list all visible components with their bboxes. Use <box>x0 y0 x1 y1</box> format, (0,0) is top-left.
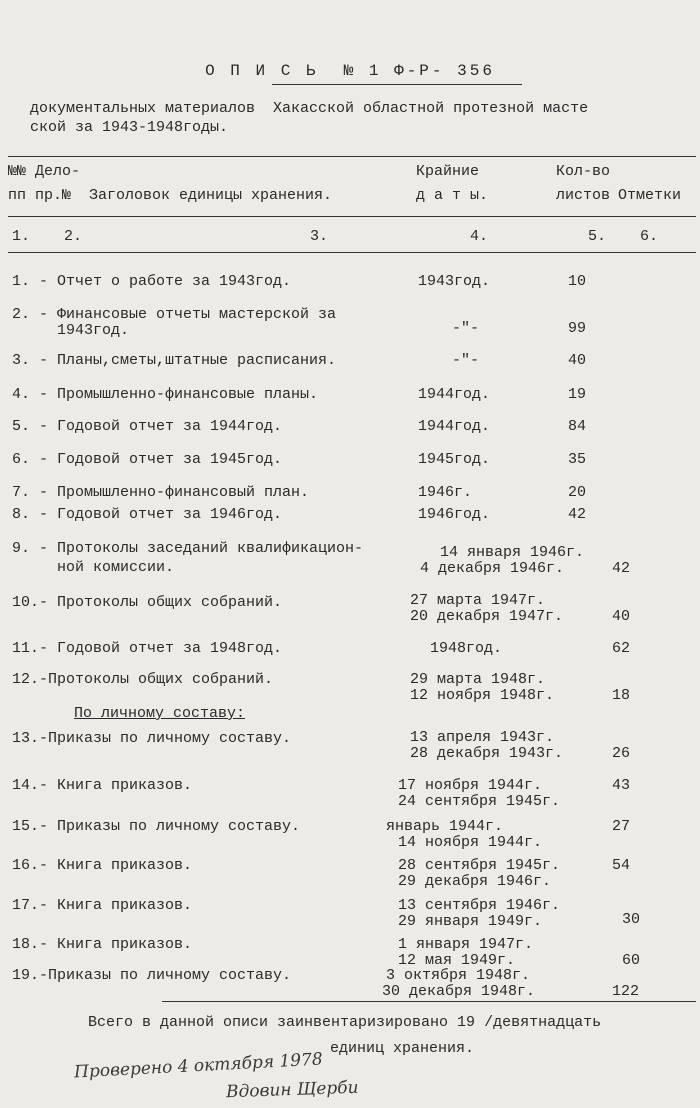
col-number-6: 6. <box>640 228 659 245</box>
row-title: 11.- Годовой отчет за 1948год. <box>12 640 283 657</box>
row-count: 84 <box>568 418 587 435</box>
row-date: 3 октября 1948г. <box>386 967 531 984</box>
row-title: 17.- Книга приказов. <box>12 897 193 914</box>
row-date: 29 марта 1948г. <box>410 671 546 688</box>
row-count: 62 <box>612 640 631 657</box>
section-heading: По личному составу: <box>74 705 246 722</box>
row-date: 13 сентября 1946г. <box>398 897 561 914</box>
row-title: 13.-Приказы по личному составу. <box>12 730 292 747</box>
row-date-end: 30 декабря 1948г. <box>382 983 536 1000</box>
col-header-dates-line1: Крайние <box>416 163 480 180</box>
row-title: 14.- Книга приказов. <box>12 777 193 794</box>
row-date-end: 20 декабря 1947г. <box>410 608 564 625</box>
row-title: 18.- Книга приказов. <box>12 936 193 953</box>
row-date: январь 1944г. <box>386 818 504 835</box>
row-count: 26 <box>612 745 631 762</box>
row-date-end: 4 декабря 1946г. <box>420 560 565 577</box>
row-date: -"- <box>452 352 480 369</box>
row-date: 1946г. <box>418 484 473 501</box>
handwritten-verification: Проверено 4 октября 1978 <box>73 1049 324 1083</box>
handwritten-signature: Вдовин Щерби <box>225 1077 359 1103</box>
row-count: 42 <box>612 560 631 577</box>
row-date: 1948год. <box>430 640 503 657</box>
row-title: 19.-Приказы по личному составу. <box>12 967 292 984</box>
row-date-end: 28 декабря 1943г. <box>410 745 564 762</box>
row-title: 2. - Финансовые отчеты мастерской за <box>12 306 337 323</box>
row-count: 30 <box>622 911 641 928</box>
header-mid-rule <box>8 216 696 217</box>
row-date-end: 14 ноября 1944г. <box>398 834 543 851</box>
col-header-no-line2: пп пр.№ Заголовок единицы хранения. <box>8 187 333 204</box>
row-count: 43 <box>612 777 631 794</box>
row-count: 10 <box>568 273 587 290</box>
row-count: 60 <box>622 952 641 969</box>
row-count: 122 <box>612 983 640 1000</box>
col-number-4: 4. <box>470 228 489 245</box>
row-date: 27 марта 1947г. <box>410 592 546 609</box>
row-title: 7. - Промышленно-финансовый план. <box>12 484 310 501</box>
row-title-cont: ной комиссии. <box>12 559 175 576</box>
title-underline <box>272 84 522 85</box>
col-header-notes: Отметки <box>618 187 682 204</box>
row-date: 1944год. <box>418 386 491 403</box>
row-date: 28 сентября 1945г. <box>398 857 561 874</box>
row-date: 13 апреля 1943г. <box>410 729 555 746</box>
row-date-end: 29 января 1949г. <box>398 913 543 930</box>
subtitle-line-2: ской за 1943-1948годы. <box>30 119 229 136</box>
row-count: 40 <box>612 608 631 625</box>
header-top-rule <box>8 156 696 157</box>
row-date-end: 12 мая 1949г. <box>398 952 516 969</box>
row-count: 40 <box>568 352 587 369</box>
row-title: 3. - Планы,сметы,штатные расписания. <box>12 352 337 369</box>
row-date-end: 29 декабря 1946г. <box>398 873 552 890</box>
footer-total-line2: единиц хранения. <box>330 1040 475 1057</box>
row-count: 99 <box>568 320 587 337</box>
col-header-count-line1: Кол-во <box>556 163 611 180</box>
footer-rule <box>162 1001 696 1002</box>
row-date-end: 24 сентября 1945г. <box>398 793 561 810</box>
col-header-no-line1: №№ Дело- <box>8 163 81 180</box>
row-title: 1. - Отчет о работе за 1943год. <box>12 273 292 290</box>
row-title: 8. - Годовой отчет за 1946год. <box>12 506 283 523</box>
row-title: 6. - Годовой отчет за 1945год. <box>12 451 283 468</box>
row-count: 54 <box>612 857 631 874</box>
col-number-5: 5. <box>588 228 607 245</box>
row-date: -"- <box>452 320 480 337</box>
col-number-3: 3. <box>310 228 329 245</box>
page-title: О П И С Ь № 1 Ф-Р- 356 <box>205 62 495 80</box>
subtitle-line-1: документальных материалов Хакасской областной протезной масте <box>30 100 589 117</box>
row-title: 4. - Промышленно-финансовые планы. <box>12 386 319 403</box>
col-header-count-line2: листов <box>556 187 611 204</box>
row-date-end: 12 ноября 1948г. <box>410 687 555 704</box>
row-title: 10.- Протоколы общих собраний. <box>12 594 283 611</box>
row-title: 15.- Приказы по личному составу. <box>12 818 301 835</box>
row-title: 5. - Годовой отчет за 1944год. <box>12 418 283 435</box>
row-date: 1945год. <box>418 451 491 468</box>
row-title: 16.- Книга приказов. <box>12 857 193 874</box>
row-title-cont: 1943год. <box>12 322 130 339</box>
row-date: 1944год. <box>418 418 491 435</box>
footer-total-line1: Всего в данной описи заинвентаризировано 19 /девятнадцать <box>88 1014 602 1031</box>
row-count: 35 <box>568 451 587 468</box>
col-header-dates-line2: д а т ы. <box>416 187 489 204</box>
row-date: 1 января 1947г. <box>398 936 534 953</box>
col-number-1: 1. <box>12 228 31 245</box>
row-title: 12.-Протоколы общих собраний. <box>12 671 274 688</box>
row-count: 42 <box>568 506 587 523</box>
row-date: 1943год. <box>418 273 491 290</box>
row-date: 1946год. <box>418 506 491 523</box>
row-count: 27 <box>612 818 631 835</box>
row-date: 14 января 1946г. <box>440 544 585 561</box>
row-count: 19 <box>568 386 587 403</box>
row-date: 17 ноября 1944г. <box>398 777 543 794</box>
col-number-2: 2. <box>64 228 83 245</box>
row-count: 20 <box>568 484 587 501</box>
row-title: 9. - Протоколы заседаний квалификацион- <box>12 540 364 557</box>
row-count: 18 <box>612 687 631 704</box>
header-bottom-rule <box>8 252 696 253</box>
